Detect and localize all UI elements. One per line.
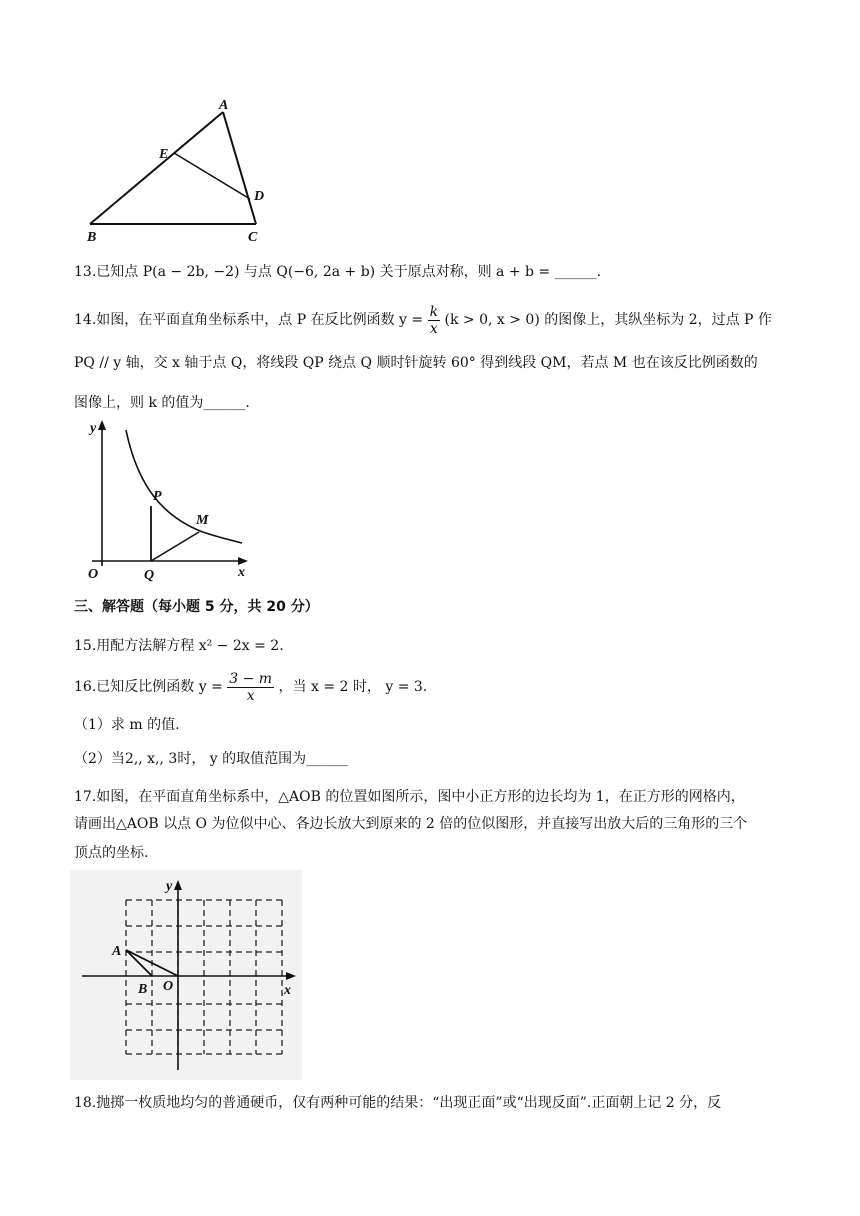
- question-16-line-1: [74, 667, 427, 707]
- grid-figure: [70, 870, 302, 1080]
- label-b: B: [87, 230, 97, 245]
- q14-frac-den: x: [429, 320, 438, 337]
- question-17-line-2: 请画出△AOB 以点 O 为位似中心、各边长放大到原来的 2 倍的位似图形，并直接写出放大后的三角形的三个: [74, 816, 748, 832]
- question-15: 15.用配方法解方程 x² − 2x = 2.: [74, 638, 284, 654]
- label-e: E: [159, 147, 169, 162]
- label-q: Q: [144, 568, 155, 583]
- question-13: 13.已知点 P(a − 2b, −2) 与点 Q(−6, 2a + b) 关于原点对称，则 a + b = ______.: [74, 264, 602, 280]
- question-16-sub-2: （2）当2,, x,, 3时， y 的取值范围为______: [74, 751, 349, 767]
- label-x: x: [284, 983, 291, 998]
- label-a: A: [112, 944, 122, 959]
- label-c: C: [248, 230, 258, 245]
- q14-fraction: [428, 304, 440, 337]
- q14-frac-num: k: [429, 303, 439, 320]
- question-16-sub-1: （1）求 m 的值.: [74, 717, 180, 733]
- q14-text-b: (k > 0, x > 0) 的图像上，其纵坐标为 2，过点 P 作: [444, 312, 772, 328]
- hyperbola-figure: [82, 418, 252, 586]
- label-d: D: [254, 189, 265, 204]
- q16-text-b: ，当 x = 2 时， y = 3.: [278, 679, 428, 695]
- section-3-title: 三、解答题（每小题 5 分，共 20 分）: [74, 599, 319, 615]
- q16-text-a: 16.已知反比例函数 y =: [74, 679, 223, 695]
- question-17-line-3: 顶点的坐标.: [74, 845, 149, 861]
- question-14-line-3: 图像上，则 k 的值为______.: [74, 395, 250, 411]
- label-p: P: [153, 489, 162, 504]
- label-y: y: [166, 879, 173, 894]
- q16-frac-den: x: [246, 687, 255, 704]
- triangle-abc-figure: [80, 95, 280, 245]
- label-y: y: [90, 421, 97, 436]
- label-b: B: [138, 982, 148, 997]
- q16-fraction: [227, 671, 274, 704]
- label-a: A: [219, 98, 229, 113]
- question-17-line-1: 17.如图，在平面直角坐标系中，△AOB 的位置如图所示，图中小正方形的边长均为 1，在正方形的网格内，: [74, 789, 745, 805]
- label-o: O: [88, 567, 99, 582]
- label-m: M: [196, 513, 209, 528]
- question-14-line-1: [74, 300, 772, 340]
- question-18: 18.抛掷一枚质地均匀的普通硬币，仅有两种可能的结果：“出现正面”或“出现反面”.正面朝上记 2 分，反: [74, 1095, 722, 1111]
- q16-frac-num: 3 − m: [229, 670, 273, 687]
- q14-text-a: 14.如图，在平面直角坐标系中，点 P 在反比例函数 y =: [74, 312, 424, 328]
- label-x: x: [238, 565, 245, 580]
- question-14-line-2: PQ // y 轴，交 x 轴于点 Q，将线段 QP 绕点 Q 顺时针旋转 60° 得到线段 QM，若点 M 也在该反比例函数的: [74, 355, 758, 371]
- label-o: O: [163, 979, 174, 994]
